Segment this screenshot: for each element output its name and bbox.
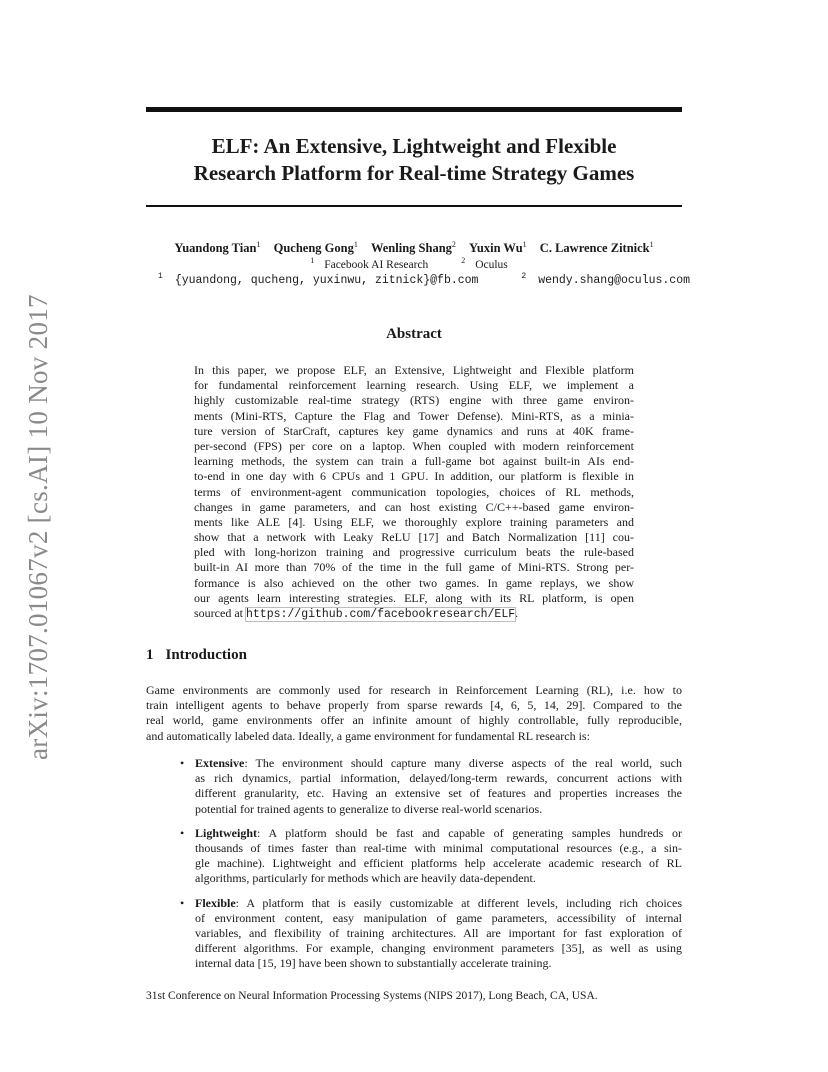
affiliation: $^2$ Oculus: [461, 256, 508, 271]
requirements-list: [146, 756, 682, 980]
author: Qucheng Gong$^1$: [273, 240, 358, 255]
intro-paragraph: [146, 683, 682, 744]
email: $^1$ {yuandong, qucheng, yuxinwu, zitnick}@fb.com: [158, 272, 479, 287]
section-heading: [146, 647, 247, 664]
author: Yuandong Tian$^1$: [174, 240, 261, 255]
abstract-line: highly customizable real-time strategy (RTS) engine with three game environ-: [194, 393, 634, 408]
intro-line: train intelligent agents to behave properly from sparse rewards [4, 6, 5, 14, 29]. Compared to the: [146, 698, 682, 713]
abstract-line: our agents learn interesting strategies. ELF, along with its RL platform, is open: [194, 590, 634, 605]
paper-title: [146, 133, 682, 187]
abstract-last-line: sourced at https://github.com/facebookresearch/ELF.: [194, 606, 519, 621]
title-line-1: ELF: An Extensive, Lightweight and Flexible: [211, 134, 617, 158]
abstract-line: ments (Mini-RTS, Capture the Flag and Tower Defense). Mini-RTS, as a minia-: [194, 408, 634, 423]
abstract-line: to-end in one day with 6 CPUs and 1 GPU. In addition, our platform is flexible in: [194, 469, 634, 484]
intro-line: Game environments are commonly used for research in Reinforcement Learning (RL), i.e. how to: [146, 683, 682, 697]
bullet-icon: •: [180, 895, 185, 910]
abstract-line: terms of environment-agent communication topologies, choices of RL methods,: [194, 484, 634, 499]
intro-line: real world, game environments offer an infinite amount of highly controllable, fully reproducible,: [146, 713, 682, 728]
conference-footer: 31st Conference on Neural Information Processing Systems (NIPS 2017), Long Beach, CA, USA.: [146, 990, 598, 1002]
title-rule-bottom: [146, 205, 682, 207]
bullet-icon: •: [180, 756, 185, 770]
title-line-2: Research Platform for Real-time Strategy Games: [193, 161, 635, 185]
title-rule-top: [146, 107, 682, 112]
author: Yuxin Wu$^1$: [469, 240, 527, 255]
section-title: Introduction: [165, 647, 247, 663]
abstract-line: show that a network with Leaky ReLU [17] and Batch Normalization [11] cou-: [194, 530, 634, 545]
author-list: [146, 241, 682, 256]
abstract-line: built-in AI more than 70% of the time in the full game of Mini-RTS. Strong per-: [194, 560, 634, 575]
abstract-line: learning methods, the system can train a full-game bot against built-in AIs end-: [194, 454, 634, 469]
intro-line: and automatically labeled data. Ideally, a game environment for fundamental RL research is:: [146, 728, 590, 743]
abstract-line: pled with long-horizon training and progressive curriculum beats the rule-based: [194, 545, 634, 560]
abstract-line: formance is also achieved on the other two games. In game replays, we show: [194, 575, 634, 590]
affiliations: [146, 256, 682, 271]
author: Wenling Shang$^2$: [370, 240, 456, 255]
section-number: 1: [146, 647, 154, 663]
list-item: • Flexible: A platform that is easily customizable at different levels, including rich choices of environment content, easy manipulation of game parameters, accessibility of internal variables, and flexibility of training architectures. All are important for fast exploration of different algorithms. For example, changing environment parameters [35], as well as using internal data [15, 19] have been shown to substantially accelerate training.: [180, 895, 682, 971]
abstract-line: ments like ALE [4]. Using ELF, we thoroughly explore training parameters and: [194, 514, 634, 529]
author-emails: [146, 272, 691, 287]
arxiv-stamp: arXiv:1707.01067v2 [cs.AI] 10 Nov 2017: [23, 294, 53, 760]
email: $^2$ wendy.shang@oculus.com: [521, 272, 691, 287]
list-item: • Extensive: The environment should capture many diverse aspects of the real world, such as rich dynamics, partial information, delayed/long-term rewards, concurrent actions with different granularity, etc. Having an extensive set of features and properties increases the potential for trained agents to generalize to diverse real-world scenarios.: [180, 756, 682, 816]
abstract-line: ture version of StarCraft, captures key game dynamics and runs at 40K frame-: [194, 423, 634, 438]
abstract-body: [194, 363, 634, 621]
affiliation: $^1$ Facebook AI Research: [310, 256, 429, 271]
author: C. Lawrence Zitnick$^1$: [539, 240, 654, 255]
abstract-line: per-second (FPS) per core on a laptop. When coupled with modern reinforcement: [194, 438, 634, 453]
bullet-icon: •: [180, 825, 185, 840]
abstract-heading: Abstract: [386, 326, 442, 342]
abstract-line: for fundamental reinforcement learning research. Using ELF, we implement a: [194, 378, 634, 393]
list-item: • Lightweight: A platform should be fast and capable of generating samples hundreds or thousands of times faster than real-time with minimal computational resources (e.g., a sin- gle machine). Lightweight and efficient platforms help accelerate academic research of RL algorithms, particularly for methods which are heavily data-dependent.: [180, 825, 682, 886]
abstract-line: In this paper, we propose ELF, an Extensive, Lightweight and Flexible platform: [194, 363, 634, 377]
abstract-line: changes in game parameters, and can host existing C/C++-based game environ-: [194, 499, 634, 514]
github-link[interactable]: https://github.com/facebookresearch/ELF: [245, 608, 516, 621]
